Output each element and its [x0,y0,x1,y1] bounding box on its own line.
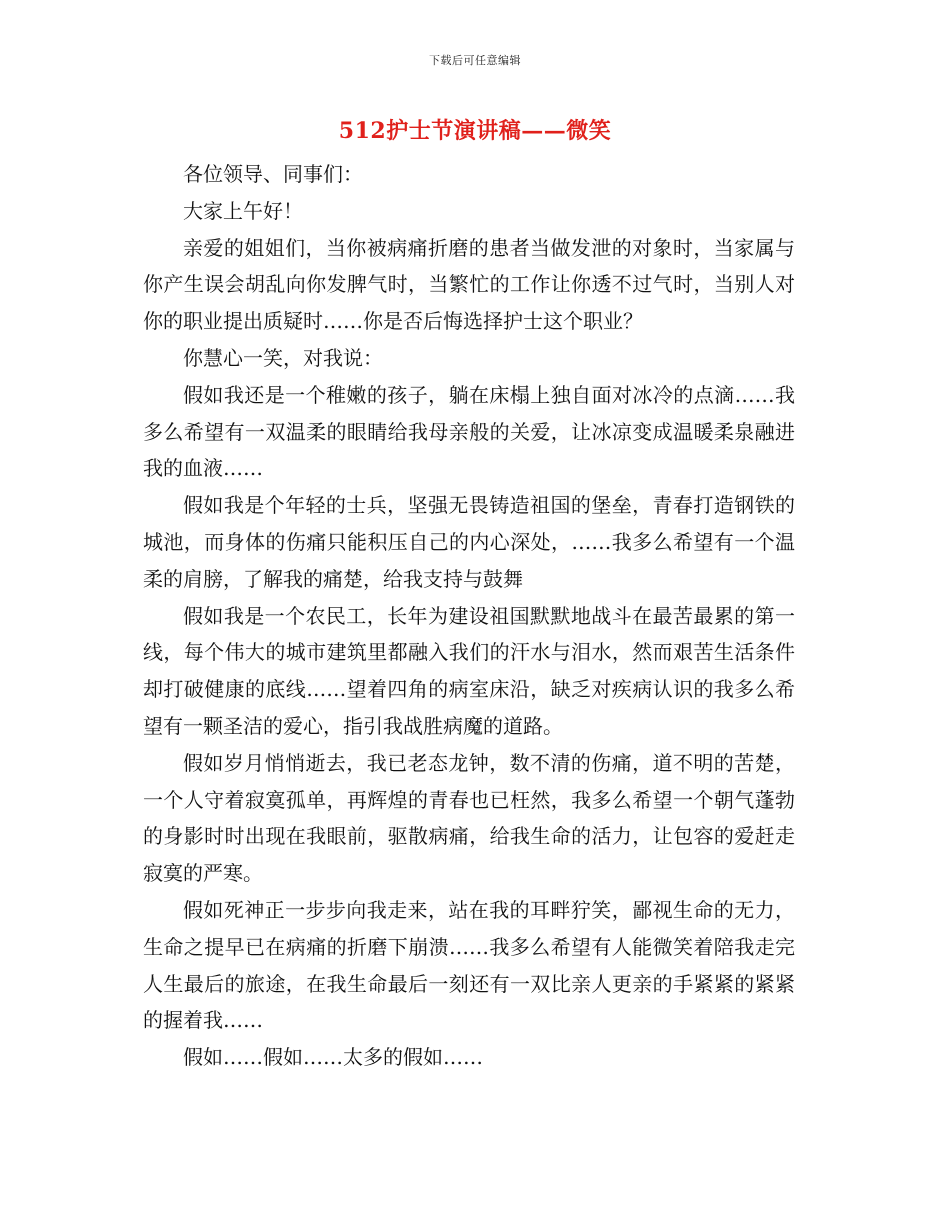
paragraph-worker: 假如我是一个农民工，长年为建设祖国默默地战斗在最苦最累的第一线，每个伟大的城市建筑里都融入我们的汗水与泪水，然而艰苦生活条件却打破健康的底线……望着四角的病室床沿，缺乏对疾病认识的我多么希望有一颗圣洁的爱心，指引我战胜病魔的道路。 [143,603,795,738]
paragraph-elderly: 假如岁月悄悄逝去，我已老态龙钟，数不清的伤痛，道不明的苦楚，一个人守着寂寞孤单，再辉煌的青春也已枉然，我多么希望一个朝气蓬勃的身影时时出现在我眼前，驱散病痛，给我生命的活力，让包容的爱赶走寂寞的严寒。 [143,750,795,886]
speech-body [143,156,795,1076]
paragraph-child: 假如我还是一个稚嫩的孩子，躺在床榻上独自面对冰冷的点滴……我多么希望有一双温柔的眼睛给我母亲般的关爱，让冰凉变成温暖柔泉融进我的血液…… [143,382,795,481]
paragraph-good-morning: 大家上午好！ [183,198,303,223]
paragraph-question: 亲爱的姐姐们，当你被病痛折磨的患者当做发泄的对象时，当家属与你产生误会胡乱向你发脾气时，当繁忙的工作让你透不过气时，当别人对你的职业提出质疑时……你是否后悔选择护士这个职业？ [143,235,795,334]
paragraph-greeting: 各位领导、同事们： [183,162,363,186]
paragraph-if: 假如……假如……太多的假如…… [183,1045,483,1070]
paragraph-reply: 你慧心一笑，对我说： [183,345,383,370]
paragraph-death: 假如死神正一步步向我走来，站在我的耳畔狞笑，鄙视生命的无力，生命之提早已在病痛的折磨下崩溃……我多么希望有人能微笑着陪我走完人生最后的旅途，在我生命最后一刻还有一双比亲人更亲的手紧紧的紧紧的握着我…… [143,897,795,1033]
header-note: 下载后可任意编辑 [429,54,521,67]
document-title: 512护士节演讲稿——微笑 [338,118,612,144]
paragraph-soldier: 假如我是个年轻的士兵，坚强无畏铸造祖国的堡垒，青春打造钢铁的城池，而身体的伤痛只能积压自己的内心深处，……我多么希望有一个温柔的肩膀，了解我的痛楚，给我支持与鼓舞 [143,493,795,591]
